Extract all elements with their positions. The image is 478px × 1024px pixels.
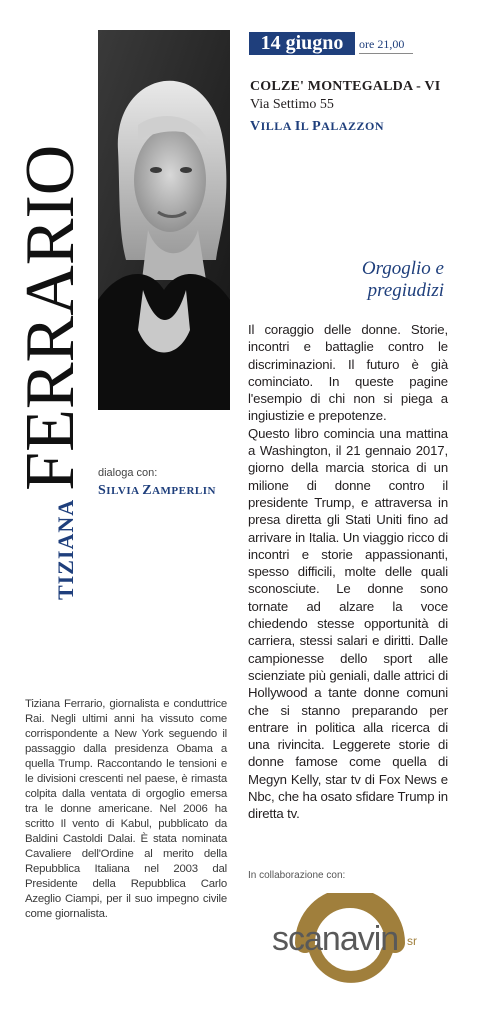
book-title bbox=[312, 258, 444, 302]
description-paragraph: Questo libro comincia una mattina a Washington, il 21 gennaio 2017, giorno della marcia storica di un milione di donne contro il presidente Trump, e attraversa in presa diretta gli Stati Uniti fino ad arrivare in Italia. Un viaggio ricco di incontri e storie appassionanti, spesso difficili, molte delle quali sconosciute. Le donne sono tornate ad alzare la voce chiedendo stesse opportunità di carriera, stessi salari e diritti. Dalle campionesse dello sport alle scienziate più geniali, dalle attrici di Hollywood a tante donne comuni che si stanno preparando per entrare in politica alla ricerca di una rivincita. Leggerete storie di donne famose come quella di Megyn Kelly, star tv di Fox News e Nbc, che ha osato sfidare Trump in diretta tv. bbox=[248, 425, 448, 822]
time-underline bbox=[359, 53, 413, 54]
venue-name-part: ILLA bbox=[260, 119, 295, 133]
guest-name-part: AMPERLIN bbox=[152, 485, 216, 497]
guest-name-part: Z bbox=[142, 483, 153, 498]
author-name-rotated bbox=[12, 144, 89, 600]
venue-name bbox=[250, 119, 384, 135]
venue-name-part: ALAZZON bbox=[321, 119, 385, 133]
author-portrait bbox=[98, 30, 230, 410]
book-description bbox=[248, 321, 448, 823]
dialog-guest-name bbox=[98, 483, 216, 499]
venue-street: Via Settimo 55 bbox=[250, 97, 334, 112]
book-title-line: pregiudizi bbox=[367, 280, 444, 301]
venue-name-part: L bbox=[300, 119, 313, 133]
collaboration-label: In collaborazione con: bbox=[248, 870, 346, 881]
author-last-name: FERRARIO bbox=[12, 144, 89, 491]
sponsor-name: scanavin bbox=[272, 920, 399, 958]
event-time: ore 21,00 bbox=[359, 37, 405, 51]
venue-name-part: I bbox=[294, 119, 301, 134]
author-bio: Tiziana Ferrario, giornalista e conduttrice Rai. Negli ultimi anni ha vissuto come corrispondente a New York seguendo il passaggio dalla presidenza Obama a quella Trump. Raccontando le tensioni e le divisioni crescenti nel paese, è rimasta colpita dalla ventata di orgoglio emersa tra le donne americane. Nel 2006 ha scritto Il vento di Kabul, pubblicato da Baldini Castoldi Dalai. È stata nominata Cavaliere dell'Ordine al merito della Repubblica Italiana nel 2003 dal Presidente della Repubblica Carlo Azeglio Ciampi, per il suo impegno civile come giornalista. bbox=[25, 698, 227, 920]
guest-name-part: S bbox=[98, 483, 107, 498]
guest-name-part: ILVIA bbox=[106, 485, 143, 497]
author-first-name: TIZIANA bbox=[53, 498, 78, 600]
venue-name-part: V bbox=[250, 119, 261, 134]
dialog-label: dialoga con: bbox=[98, 467, 158, 479]
venue-town: COLZE' MONTEGALDA - VI bbox=[250, 79, 441, 94]
description-paragraph: Il coraggio delle donne. Storie, incontri e battaglie contro le discriminazioni. Il futuro è già cominciato. In queste pagine l'esempio di chi non si piega a ingiustizie e prepotenze. bbox=[248, 322, 448, 424]
portrait-illustration bbox=[98, 30, 230, 410]
book-title-line: Orgoglio e bbox=[361, 258, 444, 279]
event-date-badge: 14 giugno bbox=[249, 32, 355, 55]
sponsor-suffix: sr bbox=[407, 934, 417, 948]
venue-name-part: P bbox=[312, 119, 322, 134]
